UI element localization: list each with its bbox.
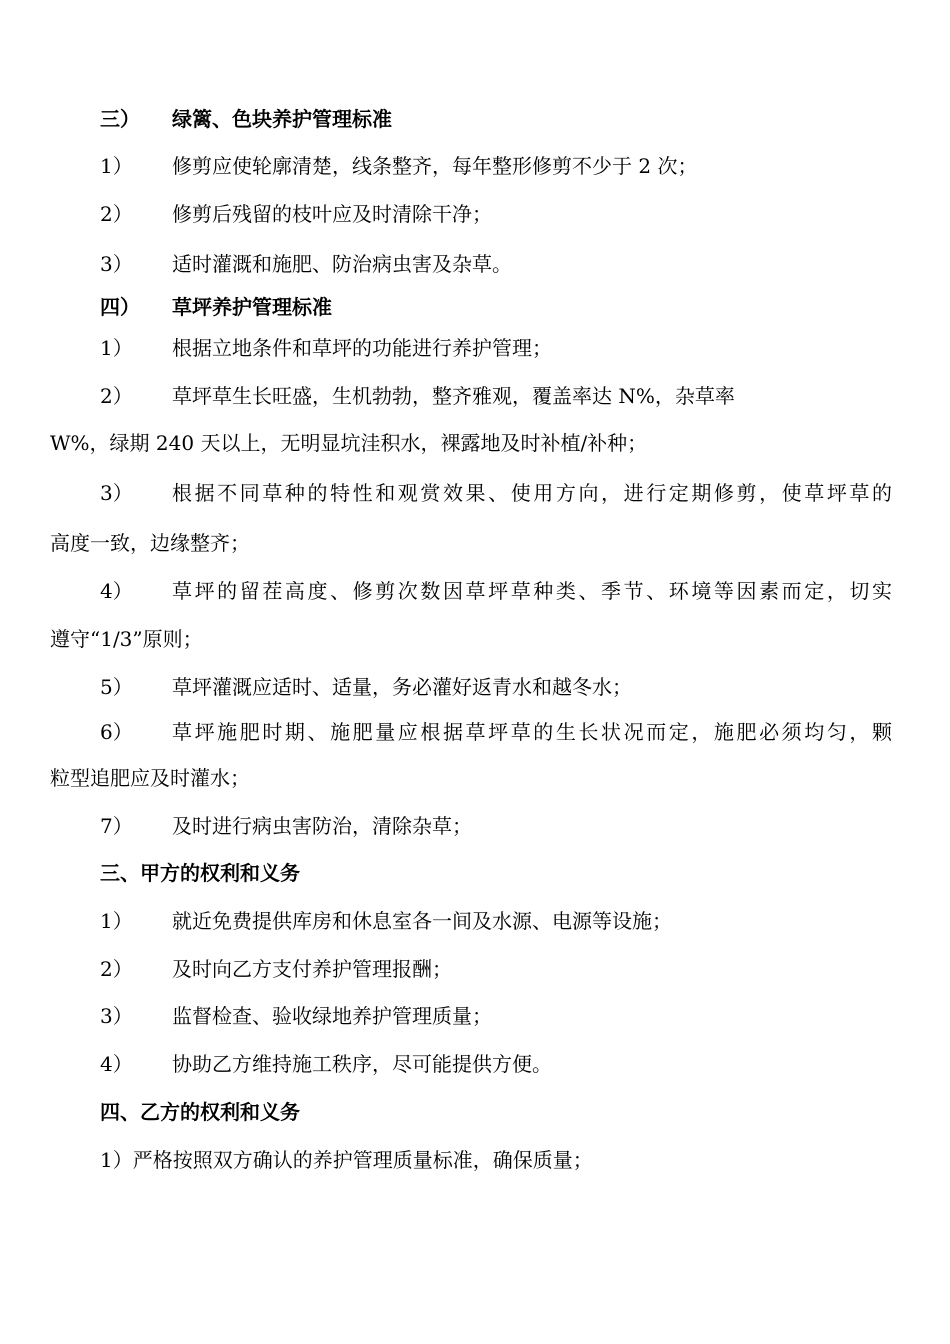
item-number: 3）	[100, 252, 133, 276]
item-number: 1）	[100, 154, 133, 178]
heading-text: 四、乙方的权利和义务	[100, 1100, 300, 1124]
item-number: 3）	[100, 481, 133, 505]
item-text: 及时向乙方支付养护管理报酬；	[172, 957, 452, 981]
item-number: 1）	[100, 336, 133, 360]
item-number: 1）	[100, 909, 133, 933]
heading-text: 三、甲方的权利和义务	[100, 861, 300, 885]
item-text: 及时进行病虫害防治，清除杂草；	[172, 814, 472, 838]
item-text: 根据立地条件和草坪的功能进行养护管理；	[172, 336, 552, 360]
heading-text: 草坪养护管理标准	[172, 295, 332, 319]
item-text: 适时灌溉和施肥、防治病虫害及杂草。	[172, 252, 512, 276]
item-number: 5）	[100, 675, 133, 699]
item-number: 2）	[100, 957, 133, 981]
item-number: 2）	[100, 384, 133, 408]
item-text: 协助乙方维持施工秩序，尽可能提供方便。	[172, 1052, 552, 1076]
item-number: 4）	[100, 579, 133, 603]
item-text: 修剪后残留的枝叶应及时清除干净；	[172, 202, 492, 226]
item-number: 2）	[100, 202, 133, 226]
heading-text: 绿篱、色块养护管理标准	[172, 107, 392, 131]
item-text-continued: 高度一致，边缘整齐；	[50, 531, 250, 555]
heading-number: 四）	[100, 295, 140, 319]
item-text: 草坪的留茬高度、修剪次数因草坪草种类、季节、环境等因素而定，切实	[172, 579, 892, 603]
item-text: 草坪灌溉应适时、适量，务必灌好返青水和越冬水；	[172, 675, 632, 699]
item-text: 草坪施肥时期、施肥量应根据草坪草的生长状况而定，施肥必须均匀，颗	[172, 720, 892, 744]
item-text-continued: 粒型追肥应及时灌水；	[50, 766, 250, 790]
item-text-continued: 遵守“1/3”原则；	[50, 627, 203, 651]
heading-number: 三）	[100, 107, 140, 131]
item-number: 7）	[100, 814, 133, 838]
item-number: 6）	[100, 720, 133, 744]
item-text-continued: W%，绿期 240 天以上，无明显坑洼积水，裸露地及时补植/补种；	[50, 431, 648, 455]
item-number: 3）	[100, 1004, 133, 1028]
item-text: 修剪应使轮廓清楚，线条整齐，每年整形修剪不少于 2 次；	[172, 154, 698, 178]
item-text: 根据不同草种的特性和观赏效果、使用方向，进行定期修剪，使草坪草的	[172, 481, 892, 505]
item-number: 4）	[100, 1052, 133, 1076]
item-text: 就近免费提供库房和休息室各一间及水源、电源等设施；	[172, 909, 672, 933]
item-text: 草坪草生长旺盛，生机勃勃，整齐雅观，覆盖率达 N%，杂草率	[172, 384, 735, 408]
item-text: 1）严格按照双方确认的养护管理质量标准，确保质量；	[100, 1148, 593, 1172]
item-text: 监督检查、验收绿地养护管理质量；	[172, 1004, 492, 1028]
